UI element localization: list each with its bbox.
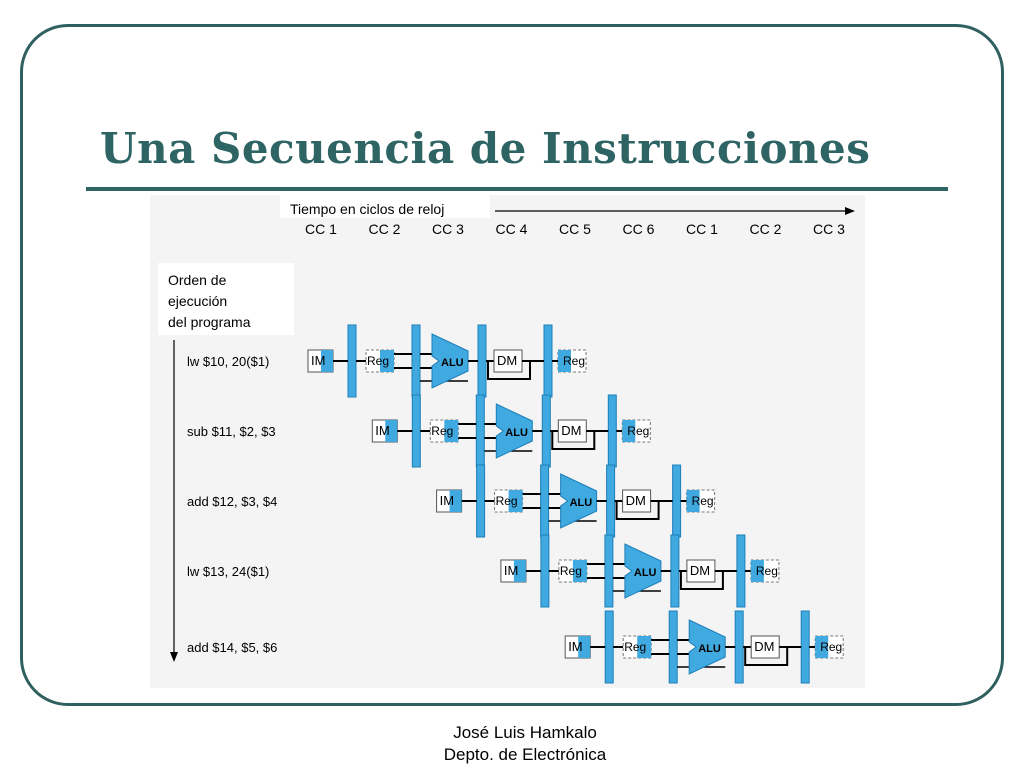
- dm-label: DM: [497, 353, 518, 368]
- cycle-label: CC 3: [813, 221, 845, 237]
- alu-label: ALU: [441, 357, 464, 369]
- alu-label: ALU: [698, 643, 721, 655]
- cycle-label: CC 2: [368, 221, 401, 237]
- im-label: IM: [311, 353, 326, 368]
- reg-write-label: Reg: [820, 640, 843, 654]
- pipeline-register: [476, 395, 484, 467]
- reg-read-label: Reg: [624, 640, 647, 654]
- pipeline-register: [412, 395, 420, 467]
- pipeline-diagram: [150, 195, 865, 688]
- pipeline-register: [735, 611, 743, 683]
- pipeline-register: [801, 611, 809, 683]
- pipeline-register: [669, 611, 677, 683]
- cycle-label: CC 5: [559, 221, 591, 237]
- order-label-line: del programa: [168, 314, 251, 330]
- pipeline-register: [671, 535, 679, 607]
- cycle-label: CC 4: [495, 221, 528, 237]
- footer-department: Depto. de Electrónica: [443, 745, 607, 764]
- footer: [395, 722, 655, 766]
- cycle-labels: [305, 221, 845, 237]
- reg-read-label: Reg: [495, 494, 518, 508]
- reg-write-label: Reg: [691, 494, 714, 508]
- cycle-label: CC 1: [686, 221, 718, 237]
- instruction-label: lw $13, 24($1): [187, 564, 270, 579]
- pipeline-register: [608, 395, 616, 467]
- pipeline-register: [542, 395, 550, 467]
- pipeline-register: [737, 535, 745, 607]
- im-label: IM: [439, 493, 455, 508]
- cycle-label: CC 2: [749, 221, 782, 237]
- im-label: IM: [568, 639, 583, 654]
- dm-label: DM: [561, 423, 582, 438]
- pipeline-register: [412, 325, 420, 397]
- pipeline-register: [605, 611, 613, 683]
- cycle-label: CC 3: [432, 221, 464, 237]
- pipeline-register: [477, 465, 485, 537]
- dm-label: DM: [754, 639, 775, 654]
- footer-author: José Luis Hamkalo: [453, 723, 597, 742]
- pipeline-register: [541, 535, 549, 607]
- pipeline-register: [541, 465, 549, 537]
- dm-label: DM: [625, 493, 646, 508]
- cycle-label: CC 1: [305, 221, 337, 237]
- instruction-label: lw $10, 20($1): [187, 354, 270, 369]
- cycle-label: CC 6: [622, 221, 655, 237]
- dm-label: DM: [689, 563, 711, 578]
- reg-write-label: Reg: [627, 424, 650, 438]
- reg-read-label: Reg: [431, 424, 454, 438]
- time-axis-label: Tiempo en ciclos de reloj: [290, 201, 445, 217]
- instruction-label: add $14, $5, $6: [187, 640, 278, 655]
- im-label: IM: [503, 563, 519, 578]
- reg-write-label: Reg: [755, 564, 778, 578]
- alu-label: ALU: [505, 427, 528, 439]
- instruction-label: add $12, $3, $4: [187, 494, 278, 509]
- pipeline-register: [478, 325, 486, 397]
- reg-read-label: Reg: [367, 354, 390, 368]
- slide-title: Una Secuencia de Instrucciones: [100, 124, 871, 173]
- order-label-line: ejecución: [168, 293, 228, 309]
- alu-label: ALU: [569, 497, 593, 509]
- reg-read-label: Reg: [559, 564, 582, 578]
- alu-label: ALU: [633, 567, 657, 579]
- pipeline-register: [605, 535, 613, 607]
- pipeline-register: [348, 325, 356, 397]
- pipeline-register: [544, 325, 552, 397]
- pipeline-register: [673, 465, 681, 537]
- order-label-line: Orden de: [168, 272, 227, 288]
- instruction-label: sub $11, $2, $3: [187, 424, 276, 439]
- pipeline-register: [607, 465, 615, 537]
- reg-write-label: Reg: [563, 354, 586, 368]
- im-label: IM: [375, 423, 390, 438]
- title-underline: [86, 187, 948, 191]
